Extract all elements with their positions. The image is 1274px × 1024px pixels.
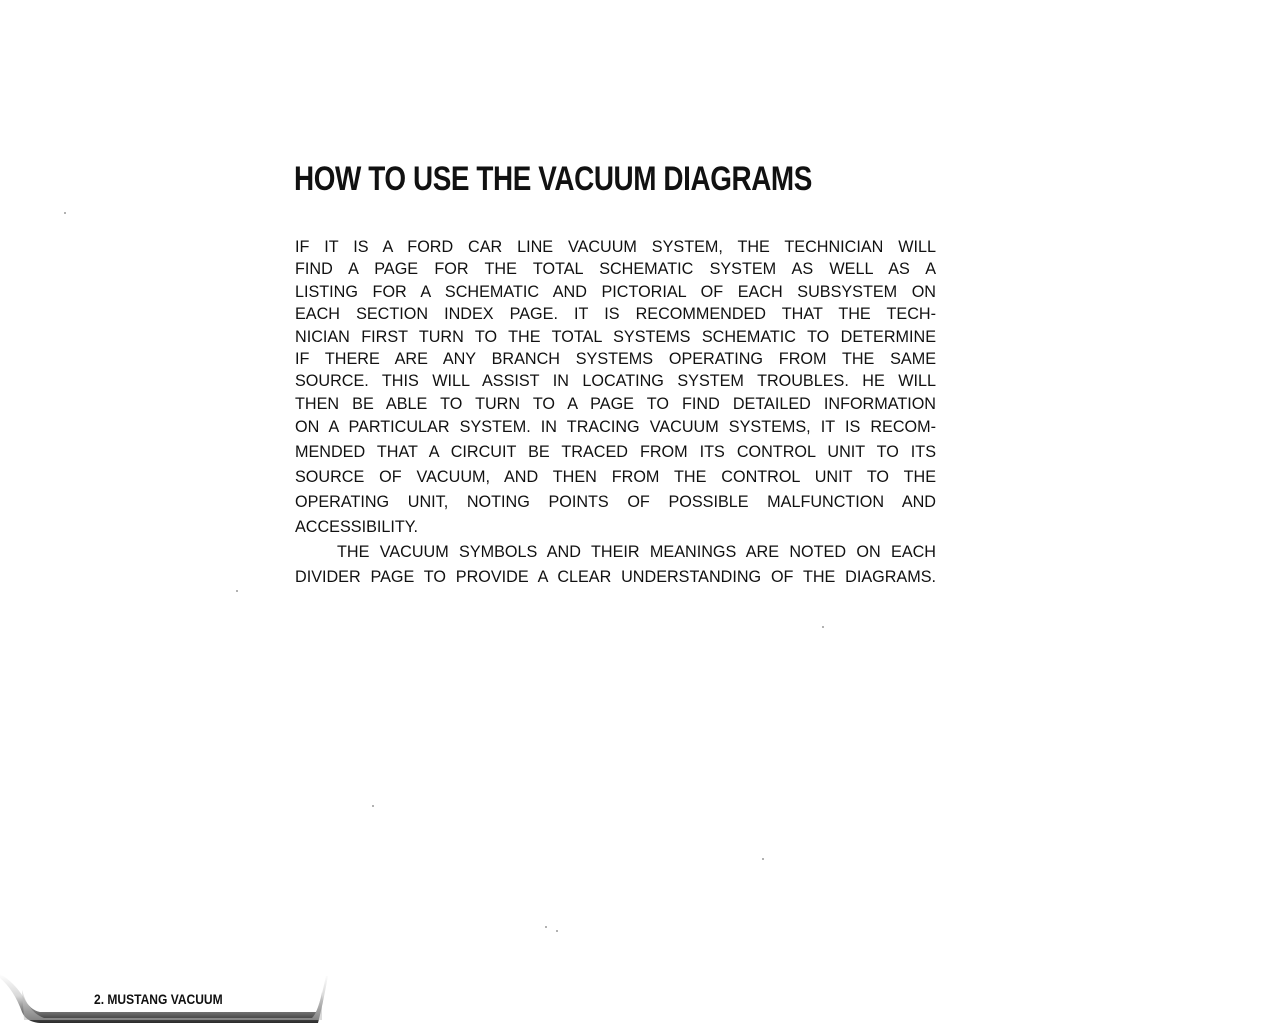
body-line: ON A PARTICULAR SYSTEM. IN TRACING VACUUM SYSTEMS, IT IS RECOM- bbox=[295, 418, 936, 437]
body-line: DIVIDER PAGE TO PROVIDE A CLEAR UNDERSTANDING OF THE DIAGRAMS. bbox=[295, 568, 936, 587]
body-line: IF IT IS A FORD CAR LINE VACUUM SYSTEM, THE TECHNICIAN WILL bbox=[295, 238, 936, 256]
body-line: SOURCE OF VACUUM, AND THEN FROM THE CONTROL UNIT TO THE bbox=[295, 468, 936, 487]
scan-speck bbox=[372, 805, 374, 807]
scan-speck bbox=[556, 930, 558, 932]
scan-speck bbox=[762, 858, 764, 860]
scan-speck bbox=[236, 590, 238, 592]
scan-speck bbox=[64, 212, 66, 214]
body-line: THEN BE ABLE TO TURN TO A PAGE TO FIND DETAILED INFORMATION bbox=[295, 394, 936, 413]
body-line: ACCESSIBILITY. bbox=[295, 518, 418, 537]
footer-page-label: 2. MUSTANG VACUUM bbox=[94, 991, 223, 1007]
body-line: OPERATING UNIT, NOTING POINTS OF POSSIBLE MALFUNCTION AND bbox=[295, 493, 936, 512]
page-title: HOW TO USE THE VACUUM DIAGRAMS bbox=[294, 160, 812, 198]
body-line: LISTING FOR A SCHEMATIC AND PICTORIAL OF EACH SUBSYSTEM ON bbox=[295, 282, 936, 301]
body-text bbox=[295, 236, 936, 590]
body-line: IF THERE ARE ANY BRANCH SYSTEMS OPERATING FROM THE SAME bbox=[295, 349, 936, 368]
body-line: EACH SECTION INDEX PAGE. IT IS RECOMMENDED THAT THE TECH- bbox=[295, 305, 936, 324]
body-line: MENDED THAT A CIRCUIT BE TRACED FROM ITS CONTROL UNIT TO ITS bbox=[295, 443, 936, 462]
body-line: FIND A PAGE FOR THE TOTAL SCHEMATIC SYSTEM AS WELL AS A bbox=[295, 260, 936, 279]
body-line: SOURCE. THIS WILL ASSIST IN LOCATING SYSTEM TROUBLES. HE WILL bbox=[295, 372, 936, 391]
body-line: NICIAN FIRST TURN TO THE TOTAL SYSTEMS SCHEMATIC TO DETERMINE bbox=[295, 327, 936, 346]
scan-speck bbox=[822, 626, 824, 628]
scan-speck bbox=[545, 926, 547, 928]
body-line: THE VACUUM SYMBOLS AND THEIR MEANINGS ARE NOTED ON EACH bbox=[337, 543, 936, 562]
